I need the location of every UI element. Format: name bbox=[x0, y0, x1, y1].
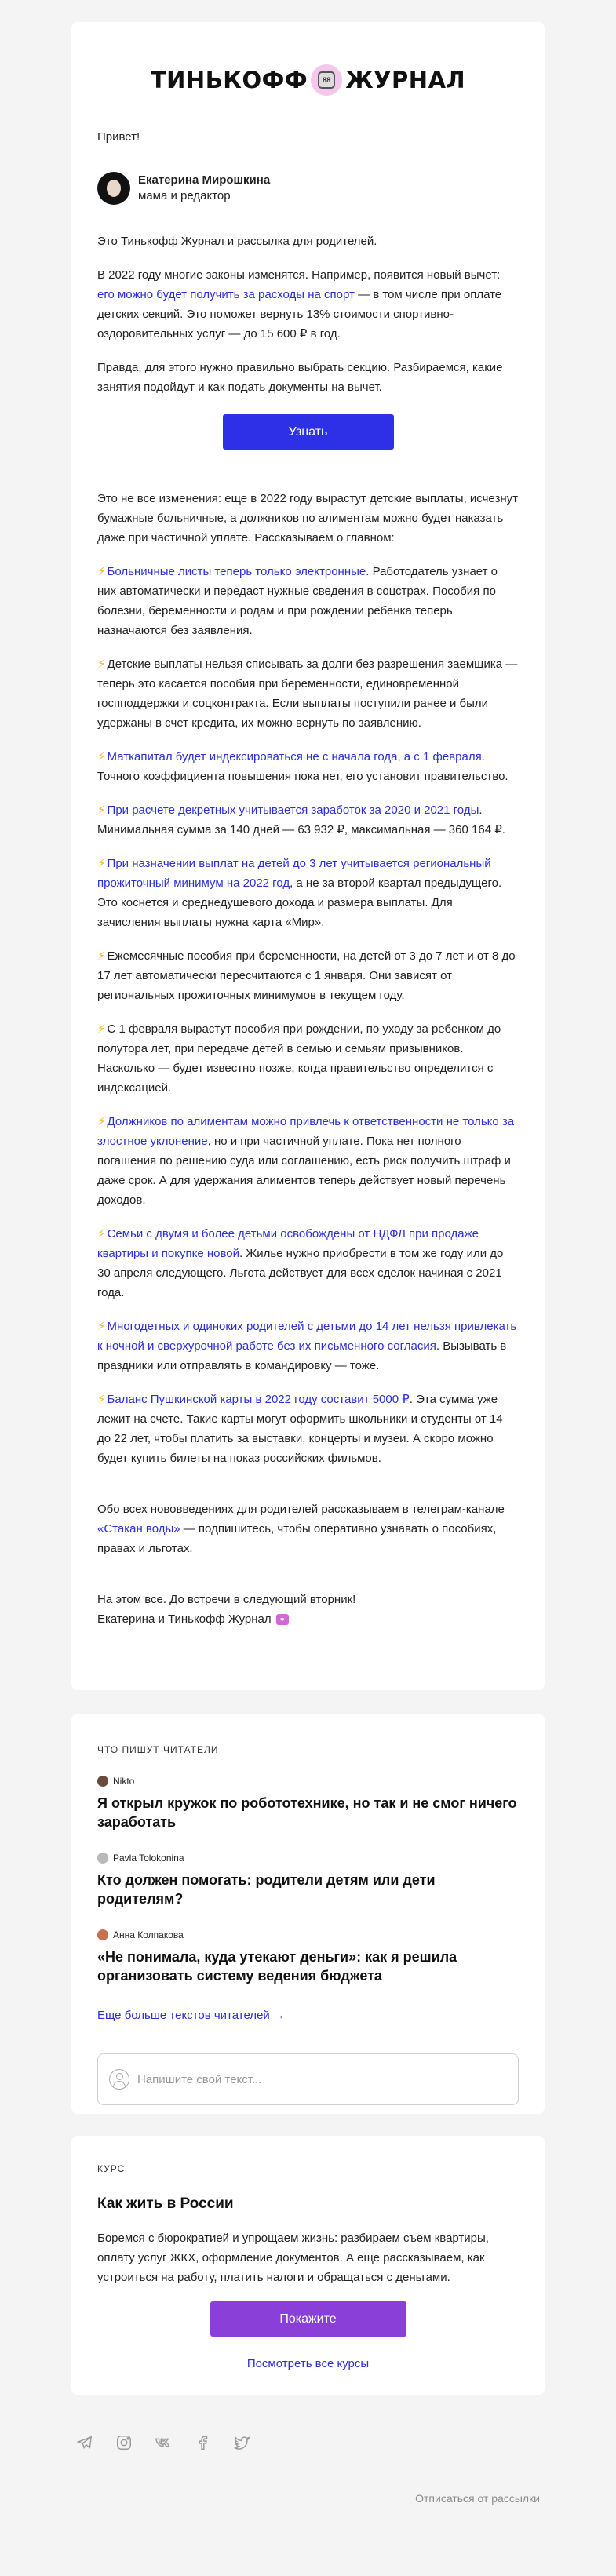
item-text: Ежемесячные пособия при беременности, на детей от 3 до 7 лет и от 8 до 17 лет автоматически пересчитаются с 1 января. Они зависят от региональных прожиточных минимумов в текущем году. bbox=[97, 949, 516, 1002]
lightning-icon: ⚡ bbox=[97, 1115, 106, 1128]
vychet-post: — в том числе при оплате детских секций. Это поможет вернуть 13% стоимости спортивно-оздоровительных услуг — до 15 600 ₽ в год. bbox=[97, 288, 502, 341]
learn-button[interactable]: Узнать bbox=[223, 414, 394, 450]
lightning-icon: ⚡ bbox=[97, 658, 106, 671]
item-link[interactable]: Должников по алиментам можно привлечь к ответственности не только за злостное уклонение bbox=[97, 1115, 515, 1148]
user-icon bbox=[109, 2069, 129, 2090]
list-item bbox=[97, 654, 519, 733]
item-text: С 1 февраля вырастут пособия при рождении, по уходу за ребенком до полутора лет, при передаче детей в семью и семьям призывников. Насколько — будет известно позже, когда правительство определится с индексацией. bbox=[97, 1022, 501, 1095]
item-link[interactable]: Семьи с двумя и более детьми освобождены от НДФЛ при продаже квартиры и покупке новой bbox=[97, 1227, 479, 1260]
item-link[interactable]: Баланс Пушкинской карты в 2022 году составит 5000 ₽ bbox=[107, 1393, 410, 1406]
author-role: мама и редактор bbox=[138, 189, 231, 202]
item-text: . Эта сумма уже лежит на счете. Такие карты могут оформить школьники и студенты от 14 до 22 лет, чтобы платить за выставки, концерты и музеи. А скоро можно будет купить билеты на показ российских фильмов. bbox=[97, 1393, 503, 1465]
vychet-pre: В 2022 году многие законы изменятся. Например, появится новый вычет: bbox=[97, 268, 501, 282]
story-item[interactable] bbox=[97, 1852, 519, 1908]
signoff-line2: Екатерина и Тинькофф Журнал bbox=[97, 1612, 272, 1626]
course-kicker: КУРС bbox=[97, 2163, 126, 2174]
lightning-icon: ⚡ bbox=[97, 1320, 106, 1333]
item-text: . Работодатель узнает о них автоматически и передаст нужные сведения в соцстрах. Пособия по болезни, беременности и родам и при рождении ребенка теперь назначаются без заявления. bbox=[97, 565, 498, 637]
lightning-icon: ⚡ bbox=[97, 949, 106, 963]
instagram-icon[interactable] bbox=[115, 2434, 133, 2451]
logo-badge-text: 88 bbox=[318, 71, 335, 89]
item-link[interactable]: При назначении выплат на детей до 3 лет учитывается региональный прожиточный минимум на 2022 год bbox=[97, 857, 491, 890]
author-name: Екатерина Мирошкина bbox=[138, 173, 271, 187]
heart-icon: ♥ bbox=[276, 1614, 289, 1625]
story-title[interactable]: «Не понимала, куда утекают деньги»: как я решила организовать систему ведения бюджета bbox=[97, 1949, 457, 1984]
readers-kicker: ЧТО ПИШУТ ЧИТАТЕЛИ bbox=[97, 1744, 219, 1755]
telegram-post: — подпишитесь, чтобы оперативно узнавать о пособиях, правах и льготах. bbox=[97, 1522, 497, 1555]
lightning-icon: ⚡ bbox=[97, 857, 106, 870]
telegram-pre: Обо всех нововведениях для родителей рассказываем в телеграм-канале bbox=[97, 1503, 505, 1516]
avatar bbox=[97, 1929, 108, 1940]
lightning-icon: ⚡ bbox=[97, 1227, 106, 1241]
signoff bbox=[97, 1590, 519, 1629]
all-courses-link[interactable]: Посмотреть все курсы bbox=[246, 2357, 370, 2370]
vychet-paragraph bbox=[97, 265, 519, 344]
list-item bbox=[97, 562, 519, 640]
course-card bbox=[71, 2136, 545, 2395]
signoff-line1: На этом все. До встречи в следующий вторник! bbox=[97, 1593, 356, 1606]
logo-right: ЖУРНАЛ bbox=[345, 66, 466, 93]
list-item bbox=[97, 800, 519, 840]
input-placeholder: Напишите свой текст... bbox=[137, 2072, 262, 2086]
telegram-icon[interactable] bbox=[76, 2434, 93, 2451]
item-text: . Точного коэффициента повышения пока нет, его установит правительство. bbox=[97, 750, 508, 783]
list-item bbox=[97, 946, 519, 1005]
more-reader-texts-link[interactable]: Еще больше текстов читателей → bbox=[97, 2008, 285, 2024]
item-link[interactable]: Больничные листы теперь только электронные bbox=[107, 565, 366, 578]
list-item bbox=[97, 747, 519, 786]
story-author: Nikto bbox=[113, 1776, 135, 1787]
facebook-icon[interactable] bbox=[194, 2434, 211, 2451]
lightning-icon: ⚡ bbox=[97, 1022, 106, 1036]
list-item bbox=[97, 1019, 519, 1098]
lightning-icon: ⚡ bbox=[97, 565, 106, 578]
logo[interactable] bbox=[97, 64, 519, 96]
logo-badge-icon bbox=[311, 64, 342, 96]
course-description: Боремся с бюрократией и упрощаем жизнь: разбираем съем квартиры, оплату услуг ЖКХ, оформление документов. А еще рассказываем, как устроиться на работу, платить налоги и обращаться с деньгами. bbox=[97, 2232, 489, 2284]
story-author: Анна Колпакова bbox=[113, 1929, 184, 1940]
story-title[interactable]: Кто должен помогать: родители детям или дети родителям? bbox=[97, 1872, 436, 1907]
item-link[interactable]: Многодетных и одиноких родителей с детьми до 14 лет нельзя привлекать к ночной и сверхурочной работе без их письменного согласия bbox=[97, 1320, 517, 1353]
story-item[interactable] bbox=[97, 1929, 519, 1985]
item-link[interactable]: При расчете декретных учитывается заработок за 2020 и 2021 годы bbox=[107, 803, 479, 817]
social-links bbox=[76, 2431, 545, 2454]
avatar bbox=[97, 172, 130, 205]
telegram-paragraph bbox=[97, 1499, 519, 1558]
item-text: , а не за второй квартал предыдущего. Это коснется и среднедушевого дохода и размера выплаты. Для зачисления выплаты нужна карта «Мир». bbox=[97, 876, 502, 929]
story-item[interactable] bbox=[97, 1775, 519, 1831]
avatar bbox=[97, 1853, 108, 1864]
item-link[interactable]: Маткапитал будет индексироваться не с начала года, а с 1 февраля bbox=[107, 750, 482, 763]
write-text-input[interactable] bbox=[97, 2053, 519, 2105]
unsubscribe-label: Отписаться от рассылки bbox=[415, 2492, 540, 2505]
unsubscribe-link[interactable] bbox=[415, 2492, 540, 2505]
item-text: , но и при частичной уплате. Пока нет полного погашения по решению суда или соглашению, есть риск получить штраф и даже срок. А для удержания алиментов теперь действует новый перечень доходов. bbox=[97, 1135, 511, 1207]
changes-list bbox=[97, 562, 519, 1468]
course-title: Как жить в России bbox=[97, 2195, 234, 2212]
greeting: Привет! bbox=[97, 130, 140, 144]
item-text: . Вызывать в праздники или отправлять в командировку — тоже. bbox=[97, 1339, 507, 1372]
readers-card bbox=[71, 1714, 545, 2114]
list-item bbox=[97, 1224, 519, 1303]
main-card bbox=[71, 22, 545, 1690]
show-course-button[interactable]: Покажите bbox=[210, 2301, 406, 2337]
item-text: Детские выплаты нельзя списывать за долги без разрешения заемщика — теперь это касается пособия при беременности, единовременной госпподдержки и соцконтракта. Если выплаты поступили ранее и были удержаны в счет кредита, их можно вернуть по заявлению. bbox=[97, 658, 518, 730]
list-intro: Это не все изменения: еще в 2022 году вырастут детские выплаты, исчезнут бумажные больничные, а должников по алиментам можно будет наказать даже при частичной уплате. Рассказываем о главном: bbox=[97, 492, 518, 545]
avatar bbox=[97, 1776, 108, 1787]
lightning-icon: ⚡ bbox=[97, 803, 106, 817]
story-title[interactable]: Я открыл кружок по робототехнике, но так и не смог ничего заработать bbox=[97, 1795, 517, 1830]
twitter-icon[interactable] bbox=[233, 2434, 250, 2451]
list-item bbox=[97, 1390, 519, 1468]
section-paragraph: Правда, для этого нужно правильно выбрать секцию. Разбираемся, какие занятия подойдут и как подать документы на вычет. bbox=[97, 361, 503, 394]
logo-left: ТИНЬКОФФ bbox=[150, 66, 308, 93]
item-text: . Жилье нужно приобрести в том же году или до 30 апреля следующего. Льгота действует для всех сделок начиная с 2021 года. bbox=[97, 1247, 504, 1299]
intro-text: Это Тинькофф Журнал и рассылка для родителей. bbox=[97, 235, 377, 248]
sport-deduction-link[interactable]: его можно будет получить за расходы на спорт bbox=[97, 288, 355, 301]
list-item bbox=[97, 1112, 519, 1210]
item-text: . Минимальная сумма за 140 дней — 63 932 ₽, максимальная — 360 164 ₽. bbox=[97, 803, 505, 836]
list-item bbox=[97, 1317, 519, 1375]
lightning-icon: ⚡ bbox=[97, 1393, 106, 1406]
lightning-icon: ⚡ bbox=[97, 750, 106, 763]
vk-icon[interactable] bbox=[155, 2434, 172, 2451]
telegram-channel-link[interactable]: «Стакан воды» bbox=[97, 1522, 180, 1536]
list-item bbox=[97, 854, 519, 932]
author-block bbox=[97, 172, 519, 205]
story-author: Pavla Tolokonina bbox=[113, 1853, 184, 1864]
